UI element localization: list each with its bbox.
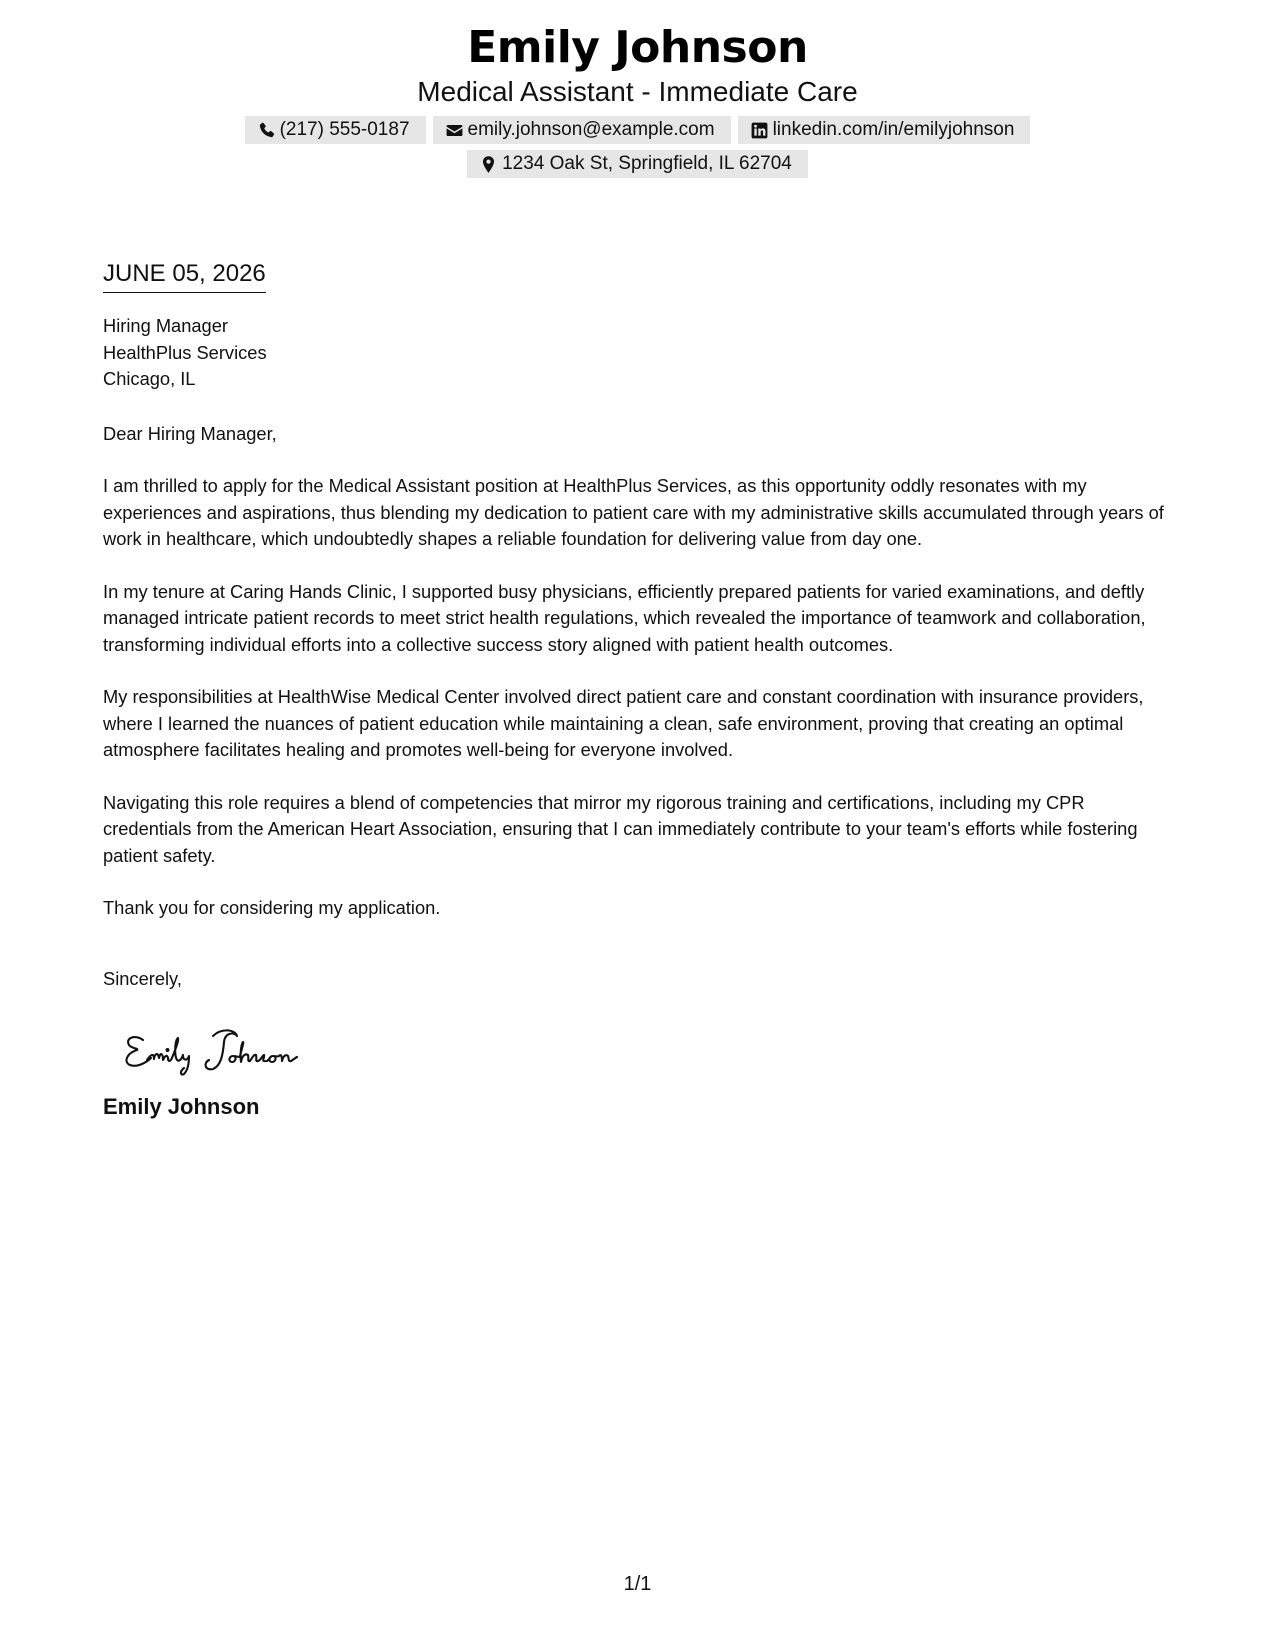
salutation: Dear Hiring Manager, xyxy=(103,422,277,444)
address-text: 1234 Oak St, Springfield, IL 62704 xyxy=(502,153,792,174)
recipient-line: HealthPlus Services xyxy=(103,341,267,363)
body-paragraph: I am thrilled to apply for the Medical Assistant position at HealthPlus Services, as this opportunity oddly resonates with my experiences and aspirations, thus blending my dedication to patient care with my administrative skills accumulated through years of work in healthcare, which undoubtedly shapes a reliable foundation for delivering value from day one. xyxy=(103,475,1164,549)
linkedin-text: linkedin.com/in/emilyjohnson xyxy=(772,119,1015,140)
job-title: Medical Assistant - Immediate Care xyxy=(417,76,858,107)
letter-header xyxy=(0,22,1275,178)
page-number: 1/1 xyxy=(623,1573,652,1595)
phone-icon xyxy=(257,121,276,140)
body-paragraph: In my tenure at Caring Hands Clinic, I supported busy physicians, efficiently prepared patients for varied examinations, and deftly managed intricate patient records to meet strict health regulations, which revealed the importance of teamwork and collaboration, transforming individual efforts into a collective success story aligned with patient health outcomes. xyxy=(103,580,1146,655)
linkedin-chip xyxy=(738,116,1031,144)
handwritten-signature xyxy=(121,1020,351,1076)
contact-row-primary xyxy=(0,116,1275,144)
recipient-line: Chicago, IL xyxy=(103,368,196,389)
recipient-line: Hiring Manager xyxy=(103,315,228,336)
signoff: Sincerely, xyxy=(103,967,182,989)
address-chip xyxy=(467,150,808,178)
body-paragraph: Navigating this role requires a blend of competencies that mirror my rigorous training and certifications, including my CPR credentials from the American Heart Association, ensuring that I can immediately contribute to your team's efforts while fostering patient safety. xyxy=(103,791,1138,866)
phone-text: (217) 555-0187 xyxy=(279,119,410,140)
contact-row-secondary xyxy=(0,150,1275,178)
email-chip xyxy=(433,116,731,144)
body-paragraph: My responsibilities at HealthWise Medical Center involved direct patient care and constant coordination with insurance providers, where I learned the nuances of patient education while maintaining a clean, safe environment, proving that creating an optimal atmosphere facilitates healing and promotes well-being for everyone involved. xyxy=(103,686,1144,760)
closing-line: Thank you for considering my application. xyxy=(103,897,441,918)
letter-date: JUNE 05, 2026 xyxy=(103,258,266,293)
linkedin-icon xyxy=(750,121,769,140)
letter-body xyxy=(103,258,1178,1122)
phone-chip xyxy=(245,116,426,144)
envelope-icon xyxy=(445,121,464,140)
recipient-block xyxy=(103,313,1178,393)
applicant-name: Emily Johnson xyxy=(467,22,808,73)
map-marker-icon xyxy=(479,155,498,174)
email-text: emily.johnson@example.com xyxy=(467,119,715,140)
signer-name: Emily Johnson xyxy=(103,1094,260,1119)
